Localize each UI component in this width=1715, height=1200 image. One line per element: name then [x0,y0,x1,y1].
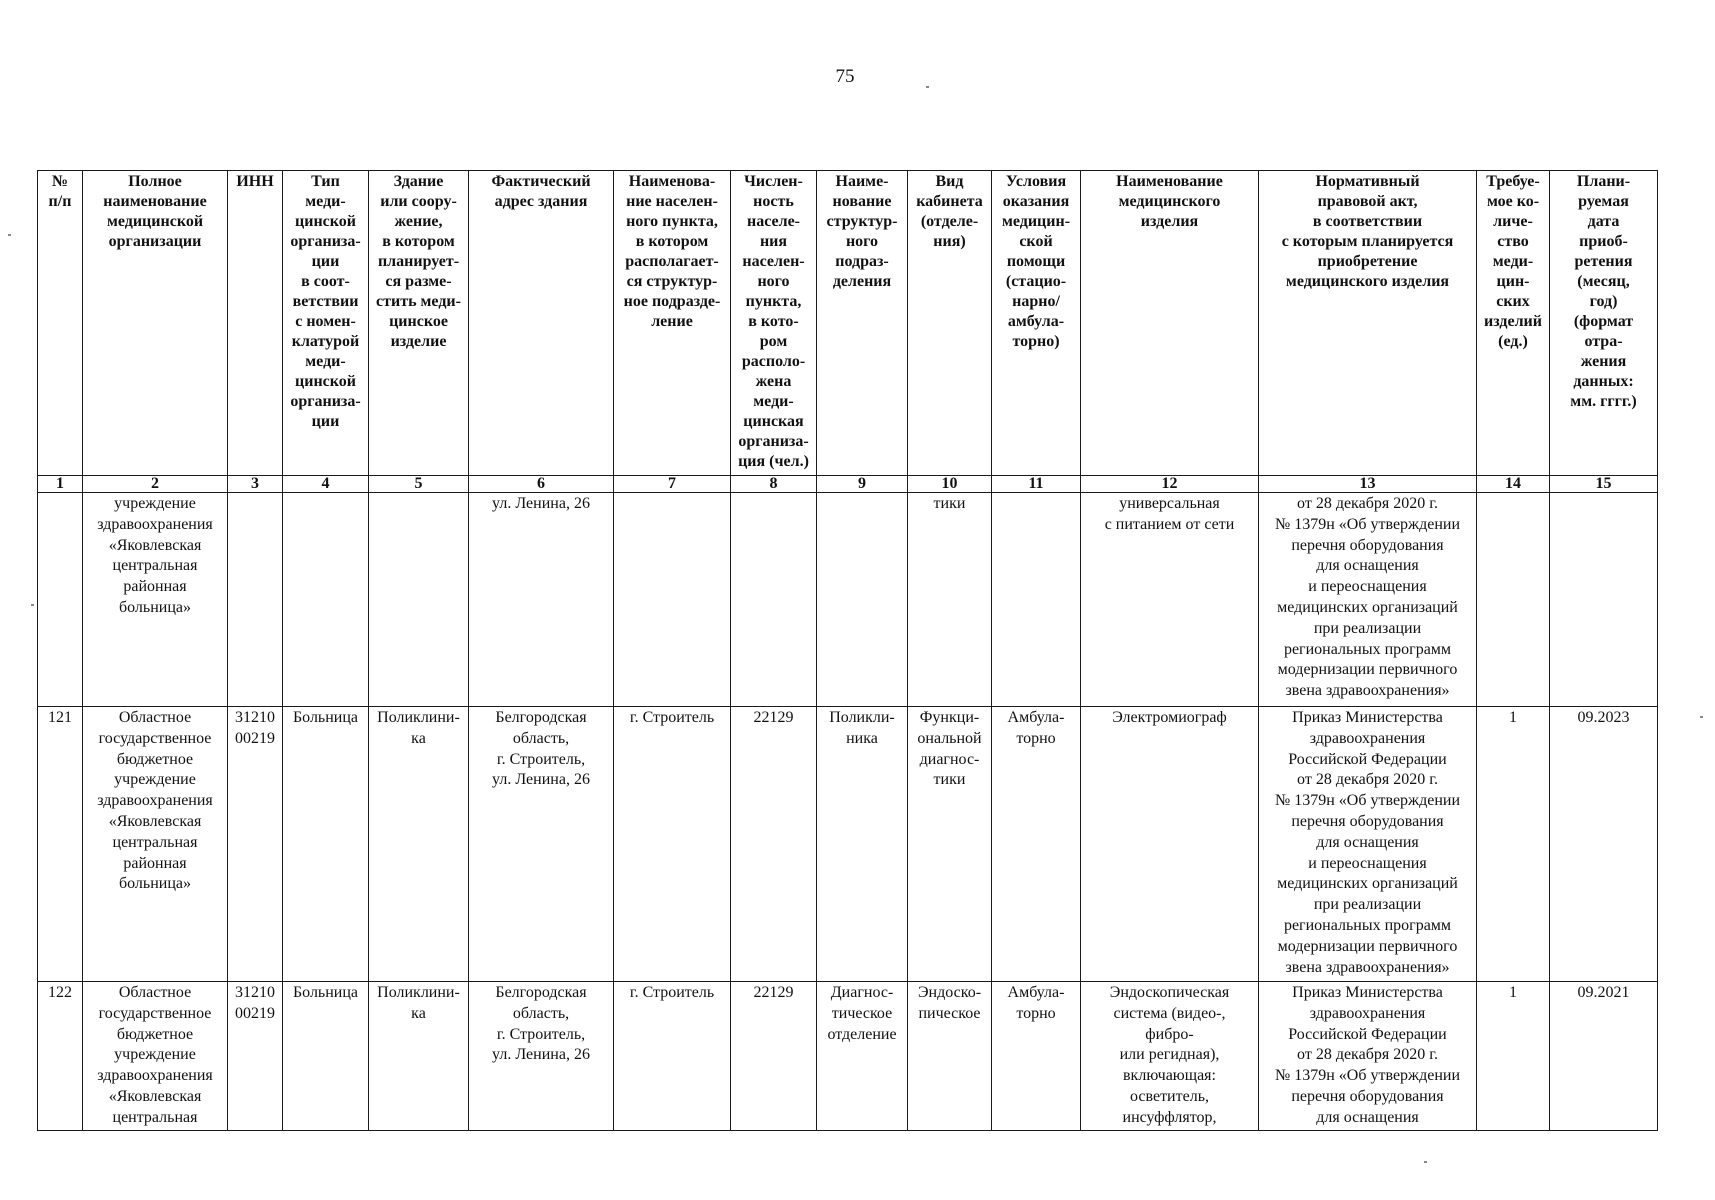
table-cell [369,493,469,707]
table-row [38,493,1658,707]
table-cell: 22129 [731,707,817,982]
table-row [38,707,1658,982]
header-cell: Плани- руемая дата приоб- ретения (месяц, год) (формат отра- жения данных: мм. гггг.) [1550,171,1658,476]
table-cell: 09.2021 [1550,982,1658,1131]
header-cell: Здание или соору- жение, в котором планирует- ся разме- стить меди- цинское изделие [369,171,469,476]
table-cell: Больница [283,707,369,982]
table-cell: Поликлини- ка [369,982,469,1131]
column-number-cell: 3 [228,476,283,493]
column-number-cell: 1 [38,476,83,493]
equipment-table [37,170,1658,1131]
table-cell: г. Строитель [614,707,731,982]
table-cell: 122 [38,982,83,1131]
table-cell [614,493,731,707]
table-cell: Диагнос- тическое отделение [817,982,908,1131]
table-cell: Больница [283,982,369,1131]
scan-speck [8,234,11,236]
table-cell [38,493,83,707]
table-cell: Областное государственное бюджетное учреждение здравоохранения «Яковлевская центральная районная больница» [83,707,228,982]
page-number: 75 [835,66,855,87]
header-cell: Наименова- ние населен- ного пункта, в котором располагает- ся структур- ное подразде- ление [614,171,731,476]
table-cell: г. Строитель [614,982,731,1131]
table-cell: 1 [1477,707,1550,982]
table-cell: Белгородская область, г. Строитель, ул. Ленина, 26 [469,982,614,1131]
table-cell: Амбула- торно [992,707,1081,982]
header-cell: Полное наименование медицинской организации [83,171,228,476]
header-cell: Условия оказания медицин- ской помощи (стацио- нарно/ амбула- торно) [992,171,1081,476]
table-cell: ул. Ленина, 26 [469,493,614,707]
column-number-cell: 6 [469,476,614,493]
column-number-cell: 10 [908,476,992,493]
table-cell: Эндоскопическая система (видео-, фибро- или регидная), включающая: осветитель, инсуффлятор, [1081,982,1259,1131]
column-number-cell: 15 [1550,476,1658,493]
header-cell: Числен- ность населе- ния населен- ного пункта, в кото- ром располо- жена меди- цинская организа- ция (чел.) [731,171,817,476]
table-cell: Поликли- ника [817,707,908,982]
table-cell: 121 [38,707,83,982]
header-row [38,171,1658,476]
column-number-cell: 4 [283,476,369,493]
table-cell: 31210 00219 [228,982,283,1131]
table-cell: Областное государственное бюджетное учреждение здравоохранения «Яковлевская центральная [83,982,228,1131]
header-cell: ИНН [228,171,283,476]
table-cell: Эндоско- пическое [908,982,992,1131]
column-number-cell: 8 [731,476,817,493]
table-cell: 09.2023 [1550,707,1658,982]
table-cell: 22129 [731,982,817,1131]
table-cell [731,493,817,707]
table-cell: универсальная с питанием от сети [1081,493,1259,707]
table-cell: Электромиограф [1081,707,1259,982]
table-cell: Приказ Министерства здравоохранения Российской Федерации от 28 декабря 2020 г. № 1379н «Об утверждении перечня оборудования для оснащения и переоснащения медицинских организаций при реализации региональных программ модернизации первичного звена здравоохранения» [1259,707,1477,982]
table-cell [1550,493,1658,707]
column-number-cell: 5 [369,476,469,493]
table-cell [817,493,908,707]
table-cell [283,493,369,707]
header-cell: Нормативный правовой акт, в соответствии с которым планируется приобретение медицинского изделия [1259,171,1477,476]
table-cell: Белгородская область, г. Строитель, ул. Ленина, 26 [469,707,614,982]
column-number-cell: 14 [1477,476,1550,493]
column-number-cell: 13 [1259,476,1477,493]
table-cell: Амбула- торно [992,982,1081,1131]
table-cell: Поликлини- ка [369,707,469,982]
column-number-cell: 2 [83,476,228,493]
table-cell [1477,493,1550,707]
table-cell: тики [908,493,992,707]
column-number-cell: 12 [1081,476,1259,493]
scan-speck [926,86,929,88]
column-number-row [38,476,1658,493]
table-cell: 31210 00219 [228,707,283,982]
column-number-cell: 9 [817,476,908,493]
table-cell: учреждение здравоохранения «Яковлевская центральная районная больница» [83,493,228,707]
header-cell: Требуе- мое ко- личе- ство меди- цин- ских изделий (ед.) [1477,171,1550,476]
scan-speck [1700,716,1703,718]
column-number-cell: 11 [992,476,1081,493]
table-cell [992,493,1081,707]
column-number-cell: 7 [614,476,731,493]
header-cell: Наименование медицинского изделия [1081,171,1259,476]
header-cell: Тип меди- цинской организа- ции в соот- ветствии с номен- клатурой меди- цинской организа- ции [283,171,369,476]
scan-speck [1424,1161,1427,1163]
header-cell: Фактический адрес здания [469,171,614,476]
table-cell: Приказ Министерства здравоохранения Российской Федерации от 28 декабря 2020 г. № 1379н «Об утверждении перечня оборудования для оснащения [1259,982,1477,1131]
scan-speck [31,604,34,606]
header-cell: № п/п [38,171,83,476]
header-cell: Наиме- нование структур- ного подраз- деления [817,171,908,476]
table-cell: от 28 декабря 2020 г. № 1379н «Об утверждении перечня оборудования для оснащения и переоснащения медицинских организаций при реализации региональных программ модернизации первичного звена здравоохранения» [1259,493,1477,707]
table-cell: Функци- ональной диагнос- тики [908,707,992,982]
header-cell: Вид кабинета (отделе- ния) [908,171,992,476]
table-cell: 1 [1477,982,1550,1131]
table-cell [228,493,283,707]
table-row [38,982,1658,1131]
